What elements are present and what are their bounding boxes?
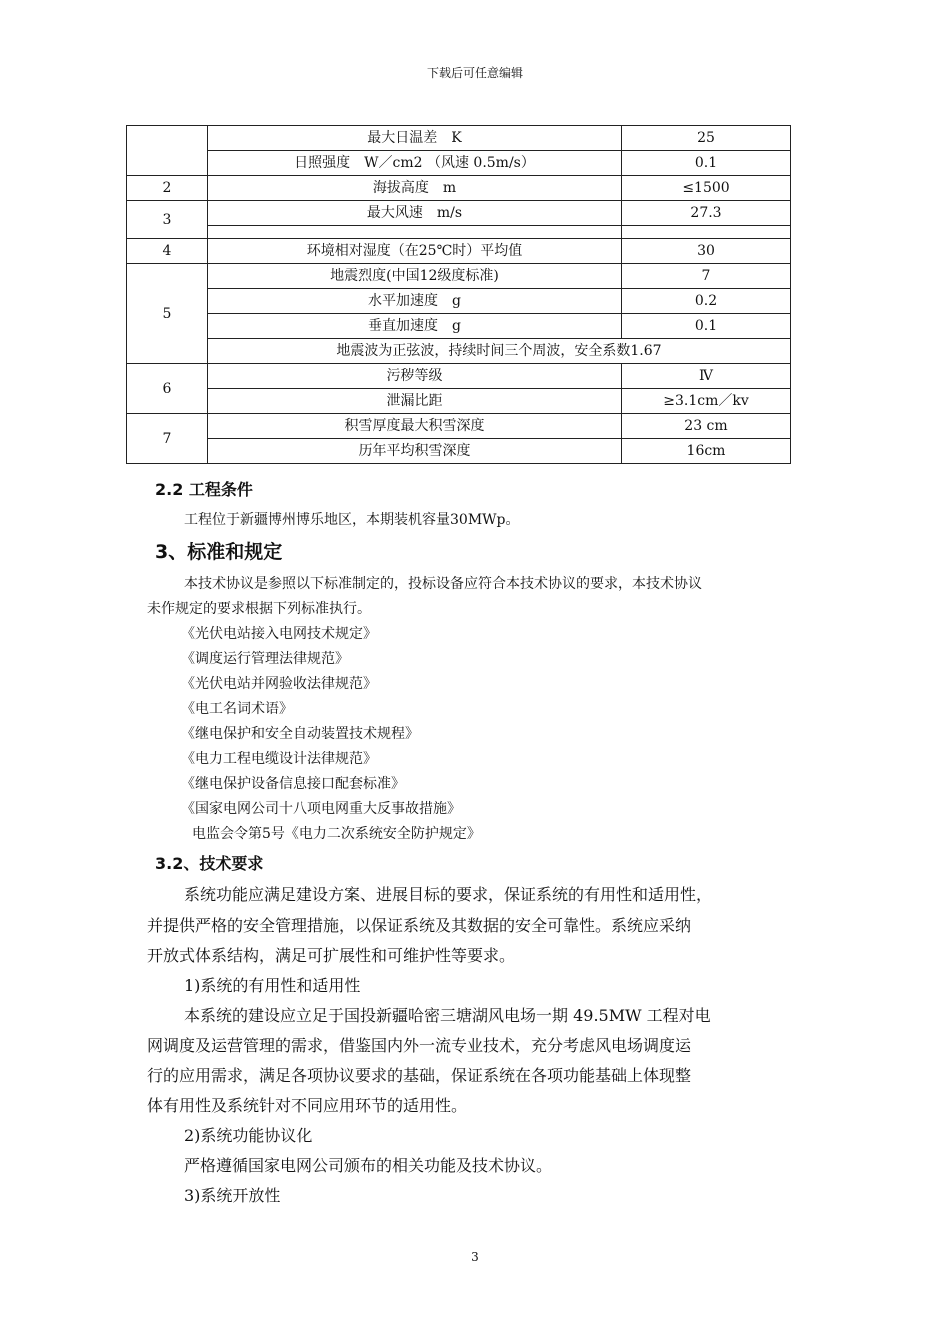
row-number-cell: 5 [127,264,208,364]
section-3-2-heading: 3.2、技术要求 [155,854,264,873]
table-row [127,289,791,314]
merged-note-cell: 地震波为正弦波，持续时间三个周波，安全系数1.67 [208,339,791,364]
value-cell: 7 [622,264,791,289]
standard-item: 《调度运行管理法律规范》 [181,651,349,667]
value-cell: 16cm [622,439,791,464]
section-2-2-text: 工程位于新疆博州博乐地区，本期装机容量30MWp。 [184,512,520,528]
table-row [127,151,791,176]
paragraph-line: 并提供严格的安全管理措施，以保证系统及其数据的安全可靠性。系统应采纳 [147,916,692,935]
section-3-intro-line-1: 本技术协议是参照以下标准制定的，投标设备应符合本技术协议的要求，本技术协议 [184,576,702,592]
table-row [127,314,791,339]
value-cell: 0.1 [622,151,791,176]
item-cell: 泄漏比距 [208,389,622,414]
page-number: 3 [471,1250,479,1264]
value-cell: Ⅳ [622,364,791,389]
table-row [127,176,791,201]
item-cell: 海拔高度 m [208,176,622,201]
row-number-cell: 2 [127,176,208,201]
value-cell: 23 cm [622,414,791,439]
row-number-cell [127,126,208,176]
value-cell: 0.2 [622,289,791,314]
table-row [127,339,791,364]
standard-item: 《继电保护设备信息接口配套标准》 [181,776,405,792]
value-cell: 30 [622,239,791,264]
empty-cell [208,226,622,239]
subheading-2: 2)系统功能协议化 [184,1126,313,1145]
section-2-2-heading: 2.2 工程条件 [155,480,253,499]
environment-spec-table [126,125,791,464]
standard-item: 《国家电网公司十八项电网重大反事故措施》 [181,801,461,817]
value-cell: 27.3 [622,201,791,226]
standard-item: 《光伏电站接入电网技术规定》 [181,626,377,642]
page-header: 下载后可任意编辑 [426,66,523,80]
row-number-cell: 7 [127,414,208,464]
table-row [127,439,791,464]
item-cell: 污秽等级 [208,364,622,389]
section-3-heading: 3、标准和规定 [155,541,283,563]
standard-item: 《电工名词术语》 [181,701,293,717]
subheading-3: 3)系统开放性 [184,1186,281,1205]
table-row [127,226,791,239]
paragraph-line: 体有用性及系统针对不同应用环节的适用性。 [147,1096,468,1115]
value-cell: 0.1 [622,314,791,339]
row-number-cell: 3 [127,201,208,239]
value-cell: 25 [622,126,791,151]
item-cell: 最大风速 m/s [208,201,622,226]
item-cell: 水平加速度 g [208,289,622,314]
item-cell: 日照强度 W／cm2 （风速 0.5m/s） [208,151,622,176]
empty-cell [622,226,791,239]
standard-item: 《光伏电站并网验收法律规范》 [181,676,377,692]
table-row [127,389,791,414]
row-number-cell: 6 [127,364,208,414]
paragraph-line: 本系统的建设应立足于国投新疆哈密三塘湖风电场一期 49.5MW 工程对电 [184,1006,711,1025]
standard-item: 《继电保护和安全自动装置技术规程》 [181,726,419,742]
value-cell: ≥3.1cm／kv [622,389,791,414]
section-3-intro-line-2: 未作规定的要求根据下列标准执行。 [147,601,371,617]
table-row [127,201,791,226]
item-cell: 地震烈度(中国12级度标准) [208,264,622,289]
value-cell: ≤1500 [622,176,791,201]
item-cell: 历年平均积雪深度 [208,439,622,464]
subheading-1: 1)系统的有用性和适用性 [184,976,361,995]
item-cell: 垂直加速度 g [208,314,622,339]
paragraph-line: 行的应用需求，满足各项协议要求的基础，保证系统在各项功能基础上体现整 [147,1066,692,1085]
paragraph-line: 系统功能应满足建设方案、进展目标的要求，保证系统的有用性和适用性， [184,885,713,904]
row-number-cell: 4 [127,239,208,264]
table-row [127,264,791,289]
table-row [127,364,791,389]
item-cell: 环境相对湿度（在25℃时）平均值 [208,239,622,264]
item-cell: 最大日温差 K [208,126,622,151]
table-row [127,414,791,439]
item-cell: 积雪厚度最大积雪深度 [208,414,622,439]
paragraph-line: 网调度及运营管理的需求，借鉴国内外一流专业技术，充分考虑风电场调度运 [147,1036,692,1055]
paragraph-line: 开放式体系结构，满足可扩展性和可维护性等要求。 [147,946,516,965]
standard-item: 《电力工程电缆设计法律规范》 [181,751,377,767]
standard-item: 电监会令第5号《电力二次系统安全防护规定》 [192,826,481,842]
table-row [127,126,791,151]
paragraph-line: 严格遵循国家电网公司颁布的相关功能及技术协议。 [184,1156,553,1175]
table-row [127,239,791,264]
